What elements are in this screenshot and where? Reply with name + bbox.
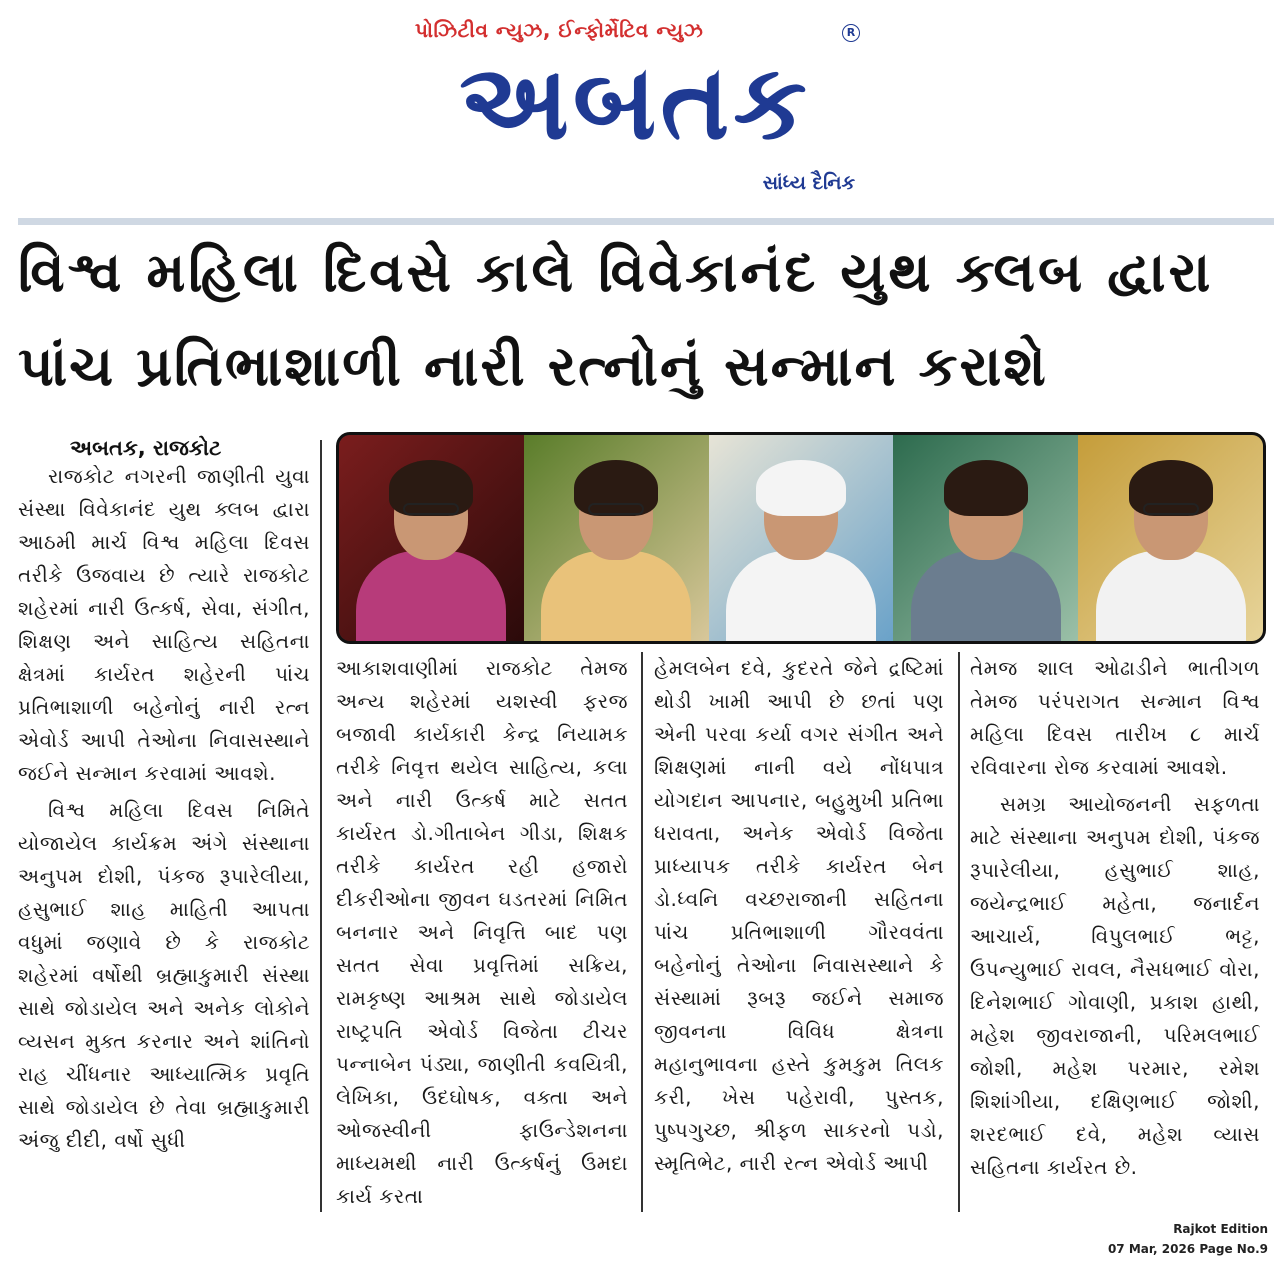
date-page-label: 07 Mar, 2026 Page No.9 xyxy=(1107,1242,1268,1256)
paragraph: તેમજ શાલ ઓઢાડીને ભાતીગળ તેમજ પરંપરાગત સન્માન વિશ્વ મહિલા દિવસ તારીખ ૮ માર્ચ રવિવારના રોજ કરવામાં આવશે. xyxy=(970,656,1260,779)
masthead-tagline: પોઝિટીવ ન્યુઝ, ઈન્ફોર્મેટિવ ન્યુઝ xyxy=(415,18,704,42)
headline-line-2: પાંચ પ્રતિભાશાળી નારી રત્નોનું સન્માન કરાશે xyxy=(18,334,1048,398)
paragraph: હેમલબેન દવે, કુદરતે જેને દ્રષ્ટિમાં થોડી ખામી આપી છે છતાં પણ એની પરવા કર્યા વગર સંગીત અને શિક્ષણમાં નાની વયે નોંધપાત્ર યોગદાન આપનાર, બહુમુખી પ્રતિભા ધરાવતા, અનેક એવોર્ડ વિજેતા પ્રાધ્યાપક તરીકે કાર્યરત બેન ડો.ધ્વનિ વચ્છરાજાની સહિતના પાંચ પ્રતિભાશાળી ગૌરવવંતા બહેનોનું તેઓના નિવાસસ્થાને કે સંસ્થામાં રૂબરૂ જઈને સમાજ જીવનના વિવિધ ક્ષેત્રના મહાનુભાવના હસ્તે કુમકુમ તિલક કરી, ખેસ પહેરાવી, પુસ્તક, પુષ્પગુચ્છ, શ્રીફળ સાકરનો પડો, સ્મૃતિભેટ, નારી રત્ન એવોર્ડ આપી xyxy=(654,656,944,1175)
article-column-1 xyxy=(18,460,310,1161)
honoree-photo xyxy=(893,435,1078,641)
headline-line-1: વિશ્વ મહિલા દિવસે કાલે વિવેકાનંદ યુથ ક્લબ દ્વારા xyxy=(18,240,1214,304)
honorees-photo-strip xyxy=(336,432,1266,644)
honoree-photo xyxy=(709,435,894,641)
paragraph: સમગ્ર આયોજનની સફળતા માટે સંસ્થાના અનુપમ દોશી, પંકજ રૂપારેલીયા, હસુભાઈ શાહ, જયેન્દ્રભાઈ મહેતા, જનાર્દન આચાર્ય, વિપુલભાઈ ભટ્ટ, ઉપન્યુભાઈ રાવલ, નૈસધભાઈ વોરા, દિનેશભાઈ ગોવાણી, પ્રકાશ હાથી, મહેશ જીવરાજાની, પરિમલભાઈ જોશી, મહેશ પરમાર, રમેશ શિશાંગીયા, દક્ષિણભાઈ જોશી, શરદભાઈ દવે, મહેશ વ્યાસ સહિતના કાર્યરત છે. xyxy=(970,792,1260,1179)
masthead xyxy=(0,0,1277,210)
masthead-subtitle: સાંધ્ય દૈનિક xyxy=(762,172,855,194)
dateline: અબતક, રાજકોટ xyxy=(70,436,222,460)
column-divider xyxy=(958,652,960,1212)
paragraph: આકાશવાણીમાં રાજકોટ તેમજ અન્ય શહેરમાં યશસ્વી ફરજ બજાવી કાર્યકારી કેન્દ્ર નિયામક તરીકે નિવૃત્ત થયેલ સાહિત્ય, કલા અને નારી ઉત્કર્ષ માટે સતત કાર્યરત ડો.ગીતાબેન ગીડા, શિક્ષક તરીકે કાર્યરત રહી હજારો દીકરીઓના જીવન ઘડતરમાં નિમિત બનનાર અને નિવૃત્તિ બાદ પણ સતત સેવા પ્રવૃત્તિમાં સક્રિય, રામકૃષ્ણ આશ્રમ સાથે જોડાયેલ રાષ્ટ્રપતિ એવોર્ડ વિજેતા ટીચર પન્નાબેન પંડ્યા, જાણીતી કવયિત્રી, લેખિકા, ઉદઘોષક, વક્તા અને ઓજસ્વીની ફાઉન્ડેશનના માધ્યમથી નારી ઉત્કર્ષનું ઉમદા કાર્ય કરતા xyxy=(336,656,628,1208)
paragraph: રાજકોટ નગરની જાણીતી યુવા સંસ્થા વિવેકાનંદ યુથ ક્લબ દ્વારા આઠમી માર્ચ વિશ્વ મહિલા દિવસ તરીકે ઉજવાય છે ત્યારે રાજકોટ શહેરમાં નારી ઉત્કર્ષ, સેવા, સંગીત, શિક્ષણ અને સાહિત્ય સહિતના ક્ષેત્રમાં કાર્યરત શહેરની પાંચ પ્રતિભાશાળી બહેનોનું નારી રત્ન એવોર્ડ આપી તેઓના નિવાસસ્થાને જઈને સન્માન કરવામાં આવશે. xyxy=(18,464,310,785)
article-column-4 xyxy=(970,652,1260,1188)
honoree-photo xyxy=(524,435,709,641)
article-column-2 xyxy=(336,652,628,1217)
honoree-photo xyxy=(1078,435,1263,641)
masthead-divider xyxy=(18,218,1274,225)
paragraph: વિશ્વ મહિલા દિવસ નિમિતે યોજાયેલ કાર્યક્રમ અંગે સંસ્થાના અનુપમ દોશી, પંકજ રૂપારેલીયા, હસુભાઈ શાહ માહિતી આપતા વધુમાં જણાવે છે કે રાજકોટ શહેરમાં વર્ષોથી બ્રહ્માકુમારી સંસ્થા સાથે જોડાયેલ અને અનેક લોકોને વ્યસન મુક્ત કરનાર અને શાંતિનો રાહ ચીંધનાર આધ્યાત્મિક પ્રવૃતિ સાથે જોડાયેલ છે તેવા બ્રહ્માકુમારી અંજુ દીદી, વર્ષો સુધી xyxy=(18,798,310,1152)
honoree-photo xyxy=(339,435,524,641)
column-divider xyxy=(320,440,322,1212)
newspaper-logo: અબતક xyxy=(459,41,811,163)
article-column-3 xyxy=(654,652,944,1184)
column-divider xyxy=(641,652,643,1212)
edition-label: Rajkot Edition xyxy=(1173,1222,1268,1236)
registered-mark-icon: R xyxy=(842,24,860,42)
